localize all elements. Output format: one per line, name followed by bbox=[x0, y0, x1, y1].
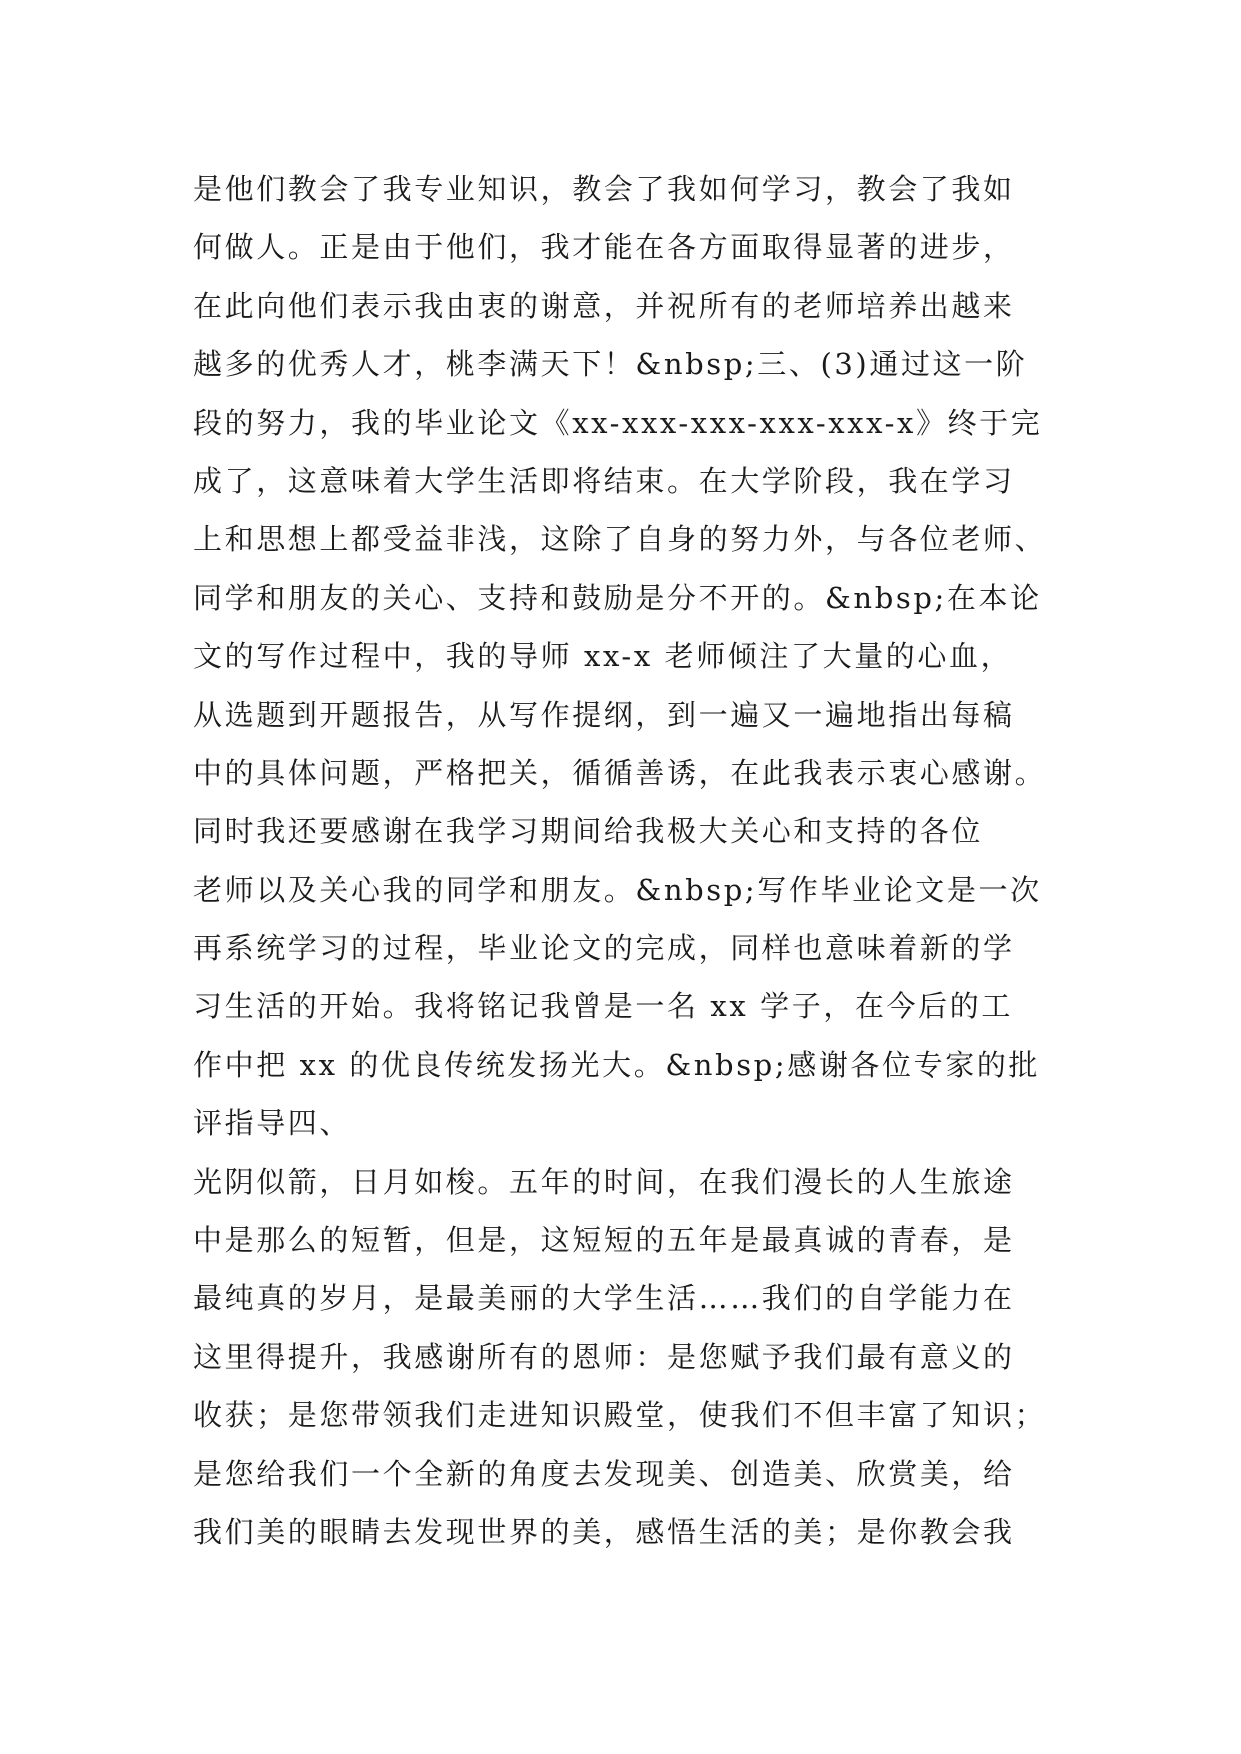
text-line: 上和思想上都受益非浅，这除了自身的努力外，与各位老师、 bbox=[193, 522, 1047, 557]
text-line: 同时我还要感谢在我学习期间给我极大关心和支持的各位 bbox=[193, 814, 984, 849]
text-line: 文的写作过程中，我的导师 xx-x 老师倾注了大量的心血， bbox=[193, 639, 1013, 674]
text-line: 在此向他们表示我由衷的谢意，并祝所有的老师培养出越来 bbox=[193, 288, 1015, 323]
text-line: 评指导四、 bbox=[193, 1106, 352, 1141]
text-line: 我们美的眼睛去发现世界的美，感悟生活的美；是你教会我 bbox=[193, 1514, 1015, 1549]
body-text bbox=[193, 160, 1073, 1561]
text-line: 从选题到开题报告，从写作提纲，到一遍又一遍地指出每稿 bbox=[193, 697, 1015, 732]
text-line: 收获；是您带领我们走进知识殿堂，使我们不但丰富了知识； bbox=[193, 1398, 1047, 1433]
text-line: 中是那么的短暂，但是，这短短的五年是最真诚的青春，是 bbox=[193, 1223, 1015, 1258]
text-line: 老师以及关心我的同学和朋友。&nbsp;写作毕业论文是一次 bbox=[193, 872, 1042, 907]
text-line: 成了，这意味着大学生活即将结束。在大学阶段，我在学习 bbox=[193, 463, 1015, 498]
text-line: 中的具体问题，严格把关，循循善诱，在此我表示衷心感谢。 bbox=[193, 755, 1047, 790]
text-line: 何做人。正是由于他们，我才能在各方面取得显著的进步， bbox=[193, 230, 1015, 265]
text-line: 同学和朋友的关心、支持和鼓励是分不开的。&nbsp;在本论 bbox=[193, 580, 1042, 615]
text-line: 作中把 xx 的优良传统发扬光大。&nbsp;感谢各位专家的批 bbox=[193, 1047, 1041, 1082]
text-line: 最纯真的岁月，是最美丽的大学生活……我们的自学能力在 bbox=[193, 1281, 1015, 1316]
text-line: 段的努力，我的毕业论文《xx-xxx-xxx-xxx-xxx-x》终于完 bbox=[193, 405, 1043, 440]
text-line: 是他们教会了我专业知识，教会了我如何学习，教会了我如 bbox=[193, 172, 1015, 206]
text-line: 再系统学习的过程，毕业论文的完成，同样也意味着新的学 bbox=[193, 931, 1015, 966]
text-line: 这里得提升，我感谢所有的恩师：是您赋予我们最有意义的 bbox=[193, 1339, 1015, 1374]
text-line: 光阴似箭，日月如梭。五年的时间，在我们漫长的人生旅途 bbox=[193, 1164, 1015, 1199]
text-line: 越多的优秀人才，桃李满天下！&nbsp;三、(3)通过这一阶 bbox=[193, 347, 1028, 382]
text-line: 习生活的开始。我将铭记我曾是一名 xx 学子，在今后的工 bbox=[193, 989, 1013, 1024]
text-line: 是您给我们一个全新的角度去发现美、创造美、欣赏美，给 bbox=[193, 1456, 1015, 1491]
